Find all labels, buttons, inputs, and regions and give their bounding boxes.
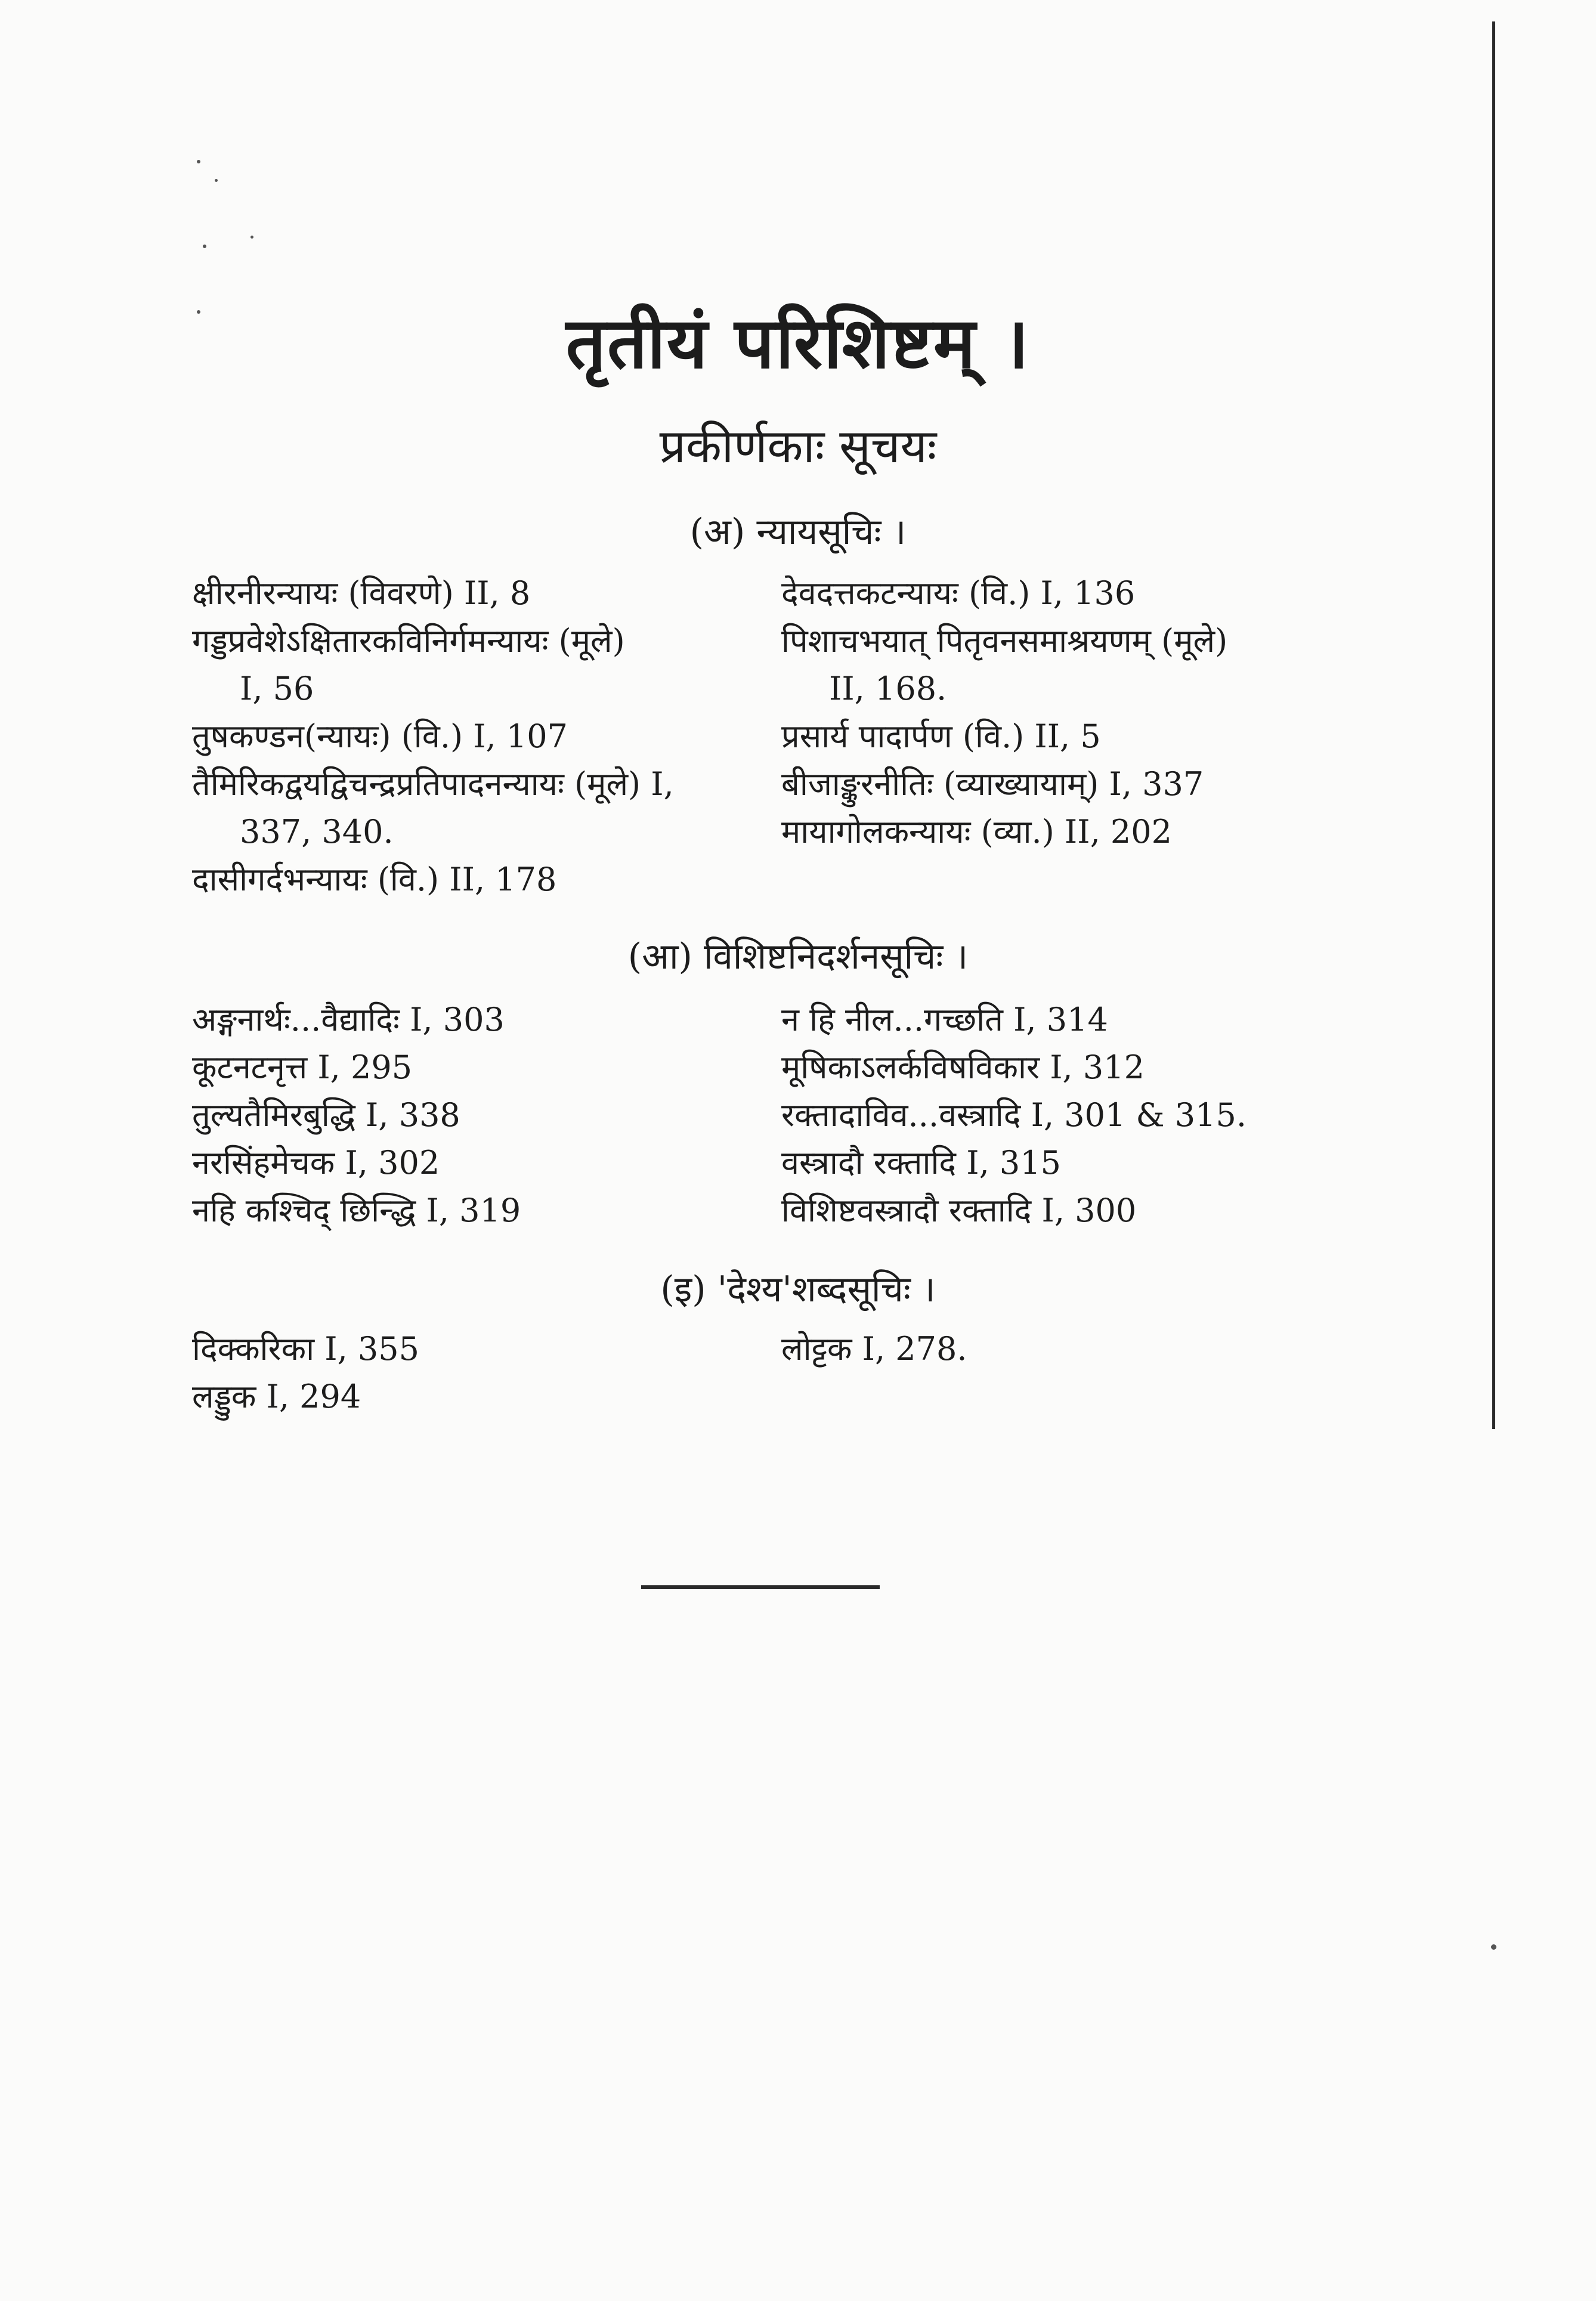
print-speck [203,245,206,248]
appendix-title: तृतीयं परिशिष्टम् । [565,301,1031,384]
index-entry [781,760,1378,808]
entry-text: तुल्यतैमिरबुद्धि I, 338 [192,1096,460,1134]
index-entry [781,1139,1378,1187]
section-nyaya-right-column [781,570,1378,856]
entry-text: प्रसार्य पादार्पण (वि.) II, 5 [781,717,1101,755]
index-entry [781,713,1378,760]
appendix-subtitle: प्रकीर्णकाः सूचयः [659,420,937,474]
entry-text: पिशाचभयात् पितृवनसमाश्रयणम् (मूले) [781,622,1228,660]
section-heading-deshya: (इ) 'देश्य'शब्दसूचिः । [660,1269,936,1310]
print-speck [197,160,200,163]
entry-text: लड्डुक I, 294 [192,1378,361,1415]
index-entry [192,570,788,617]
entry-text: तुषकण्डन(न्यायः) (वि.) I, 107 [192,717,568,755]
page-edge-rule [1492,21,1495,1429]
entry-text: मूषिकाऽलर्कविषविकार I, 312 [781,1049,1145,1086]
index-entry [192,856,788,904]
entry-text: विशिष्टवस्त्रादौ रक्तादि I, 300 [781,1192,1137,1229]
index-entry [192,1187,788,1235]
index-entry [781,570,1378,617]
section-heading-nyaya: (अ) न्यायसूचिः । [689,511,907,553]
index-entry [192,1139,788,1187]
section-nidarshana-right-column [781,996,1378,1235]
entry-text: देवदत्तकटन्यायः (वि.) I, 136 [781,574,1136,612]
index-entry [781,1187,1378,1235]
entry-continuation: 337, 340. [240,813,394,850]
entry-text: कूटनटनृत्त I, 295 [192,1049,413,1086]
entry-text: न हि नील...गच्छति I, 314 [781,1001,1108,1038]
entry-text: रक्तादाविव...वस्त्रादि I, 301 & 315. [781,1096,1247,1134]
entry-continuation: II, 168. [829,670,947,707]
index-entry [192,1091,788,1139]
index-entry [781,996,1378,1044]
print-speck [1491,1944,1496,1950]
section-heading-nidarshana: (आ) विशिष्टनिदर्शनसूचिः । [627,936,969,978]
index-entry [192,713,788,760]
section-nidarshana-left-column [192,996,788,1235]
index-entry [192,1325,788,1373]
index-entry [192,1373,788,1421]
entry-text: गड्डप्रवेशेऽक्षितारकविनिर्गमन्यायः (मूले) [192,622,625,660]
index-entry [192,760,788,856]
section-nyaya-left-column [192,570,788,904]
entry-text: नरसिंहमेचक I, 302 [192,1144,440,1182]
entry-text: दिक्करिका I, 355 [192,1330,419,1368]
entry-text: नहि कश्चिद् छिन्द्धि I, 319 [192,1192,521,1229]
index-entry [192,1044,788,1091]
entry-text: क्षीरनीरन्यायः (विवरणे) II, 8 [192,574,531,612]
index-entry [781,808,1378,856]
index-entry [192,996,788,1044]
entry-text: वस्त्रादौ रक्तादि I, 315 [781,1144,1062,1182]
index-entry [781,1325,1378,1373]
section-deshya-right-column [781,1325,1378,1373]
entry-text: मायागोलकन्यायः (व्या.) II, 202 [781,813,1172,850]
index-entry [781,1091,1378,1139]
entry-text: अङ्गनार्थः...वैद्यादिः I, 303 [192,1001,505,1038]
closing-rule [641,1585,880,1589]
entry-text: लोट्टक I, 278. [781,1330,967,1368]
index-entry [781,617,1378,713]
index-entry [781,1044,1378,1091]
entry-continuation: I, 56 [240,670,314,707]
print-speck [215,179,218,182]
entry-text: दासीगर्दभन्यायः (वि.) II, 178 [192,861,557,898]
entry-text: तैमिरिकद्वयद्विचन्द्रप्रतिपादनन्यायः (मूले) I, [192,765,674,803]
print-speck [250,236,253,239]
entry-text: बीजाङ्कुरनीतिः (व्याख्यायाम्) I, 337 [781,765,1204,803]
section-deshya-left-column [192,1325,788,1421]
index-entry [192,617,788,713]
